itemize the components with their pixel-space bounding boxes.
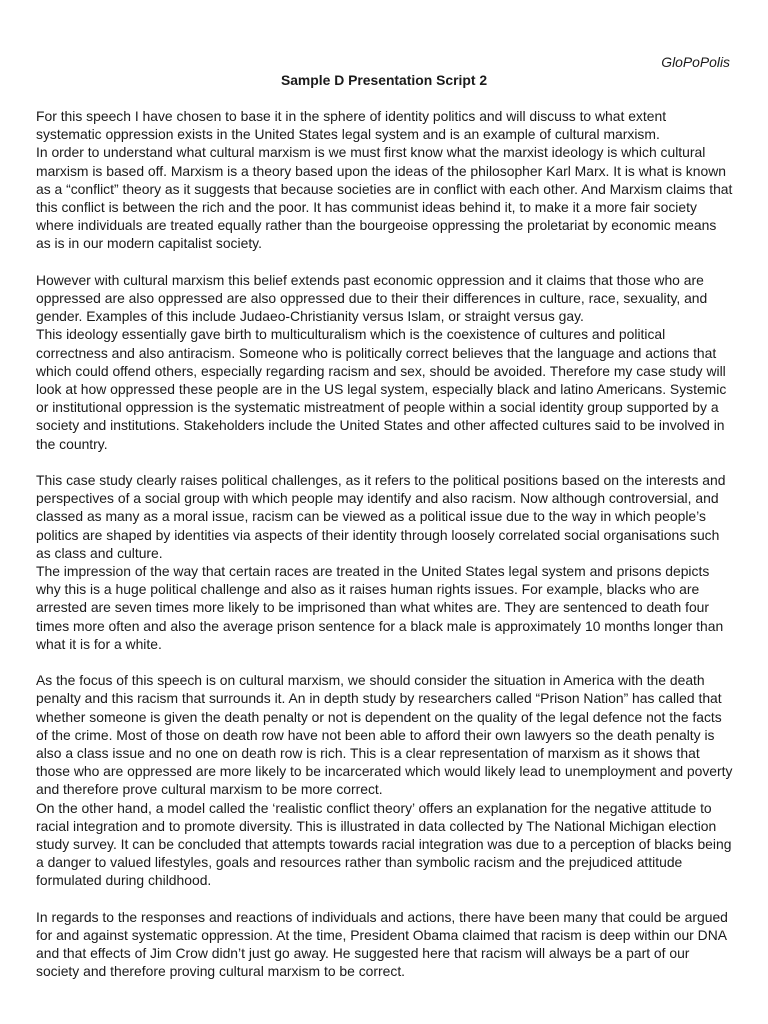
paragraph-death-penalty: As the focus of this speech is on cultural marxism, we should consider the situation in America with the death penalty and this racism that surrounds it. An in depth study by researchers called “Prison Nation” has called that whether someone is given the death penalty or not is dependent on the quality of the legal defence not the facts of the crime. Most of those on death row have not been able to afford their own lawyers so the death penalty is also a class issue and no one on death row is rich. This is a clear representation of marxism as it shows that those who are oppressed are more likely to be incarcerated which would likely lead to unemployment and poverty and therefore prove cultural marxism to be more correct. <box>36 672 733 798</box>
document-body <box>36 107 734 981</box>
paragraph-gap <box>36 653 734 671</box>
paragraph-political-challenges: This case study clearly raises political challenges, as it refers to the political positions based on the interests and perspectives of a social group with which people may identify and also racism. Now although controversial, and classed as many as a moral issue, racism can be viewed as a political issue due to the way in which people’s politics are shaped by identities via aspects of their identity through loosely correlated social organisations such as class and culture. <box>36 472 726 561</box>
paragraph-marxism-definition: In order to understand what cultural marxism is we must first know what the marxist ideology is which cultural marxism is based off. Marxism is a theory based upon the ideas of the philosopher Karl Marx. It is what is known as a “conflict” theory as it suggests that because societies are in conflict with each other. And Marxism claims that this conflict is between the rich and the poor. It has communist ideas behind it, to make it a more fair society where individuals are treated equally rather than the bourgeoise oppressing the proletariat by economic means as is in our modern capitalist society. <box>36 144 733 252</box>
paragraph-multiculturalism: This ideology essentially gave birth to multiculturalism which is the coexistence of cultures and political correctness and also antiracism. Someone who is politically correct believes that the language and actions that which could offend others, especially regarding racism and sex, should be avoided. Therefore my case study will look at how oppressed these people are in the US legal system, especially black and latino Americans. Systemic or institutional oppression is the systematic mistreatment of people within a social identity group supported by a society and institutions. Stakeholders include the United States and other affected cultures said to be involved in the country. <box>36 326 727 452</box>
paragraph-gap <box>36 453 734 471</box>
paragraph-intro: For this speech I have chosen to base it in the sphere of identity politics and will discuss to what extent systematic oppression exists in the United States legal system and is an example of cultural marxism. <box>36 108 667 143</box>
brand-label: GloPoPolis <box>661 54 730 70</box>
document-title: Sample D Presentation Script 2 <box>280 72 488 88</box>
paragraph-cultural-marxism: However with cultural marxism this belief extends past economic oppression and it claims that those who are oppressed are also oppressed are also oppressed due to their their differences in culture, race, sexuality, and gender. Examples of this include Judaeo-Christianity versus Islam, or straight versus gay. <box>36 271 708 325</box>
paragraph-gap <box>36 253 734 271</box>
paragraph-legal-system-impression: The impression of the way that certain races are treated in the United States legal system and prisons depicts why this is a huge political challenge and also as it raises human rights issues. For example, blacks who are arrested are seven times more likely to be imprisoned than what whites are. They are sentenced to death four times more often and also the average prison sentence for a black male is approximately 10 months longer than what it is for a white. <box>36 563 724 652</box>
paragraph-responses-reactions: In regards to the responses and reactions of individuals and actions, there have been many that could be argued for and against systematic oppression. At the time, President Obama claimed that racism is deep within our DNA and that effects of Jim Crow didn’t just go away. He suggested here that racism will always be a part of our society and therefore proving cultural marxism to be correct. <box>36 908 728 980</box>
paragraph-gap <box>36 890 734 908</box>
paragraph-realistic-conflict-theory: On the other hand, a model called the ‘realistic conflict theory’ offers an explanation for the negative attitude to racial integration and to promote diversity. This is illustrated in data collected by The National Michigan election study survey. It can be concluded that attempts towards racial integration was due to a perception of blacks being a danger to valued lifestyles, goals and resources rather than symbolic racism and the prejudiced attitude formulated during childhood. <box>36 799 732 889</box>
